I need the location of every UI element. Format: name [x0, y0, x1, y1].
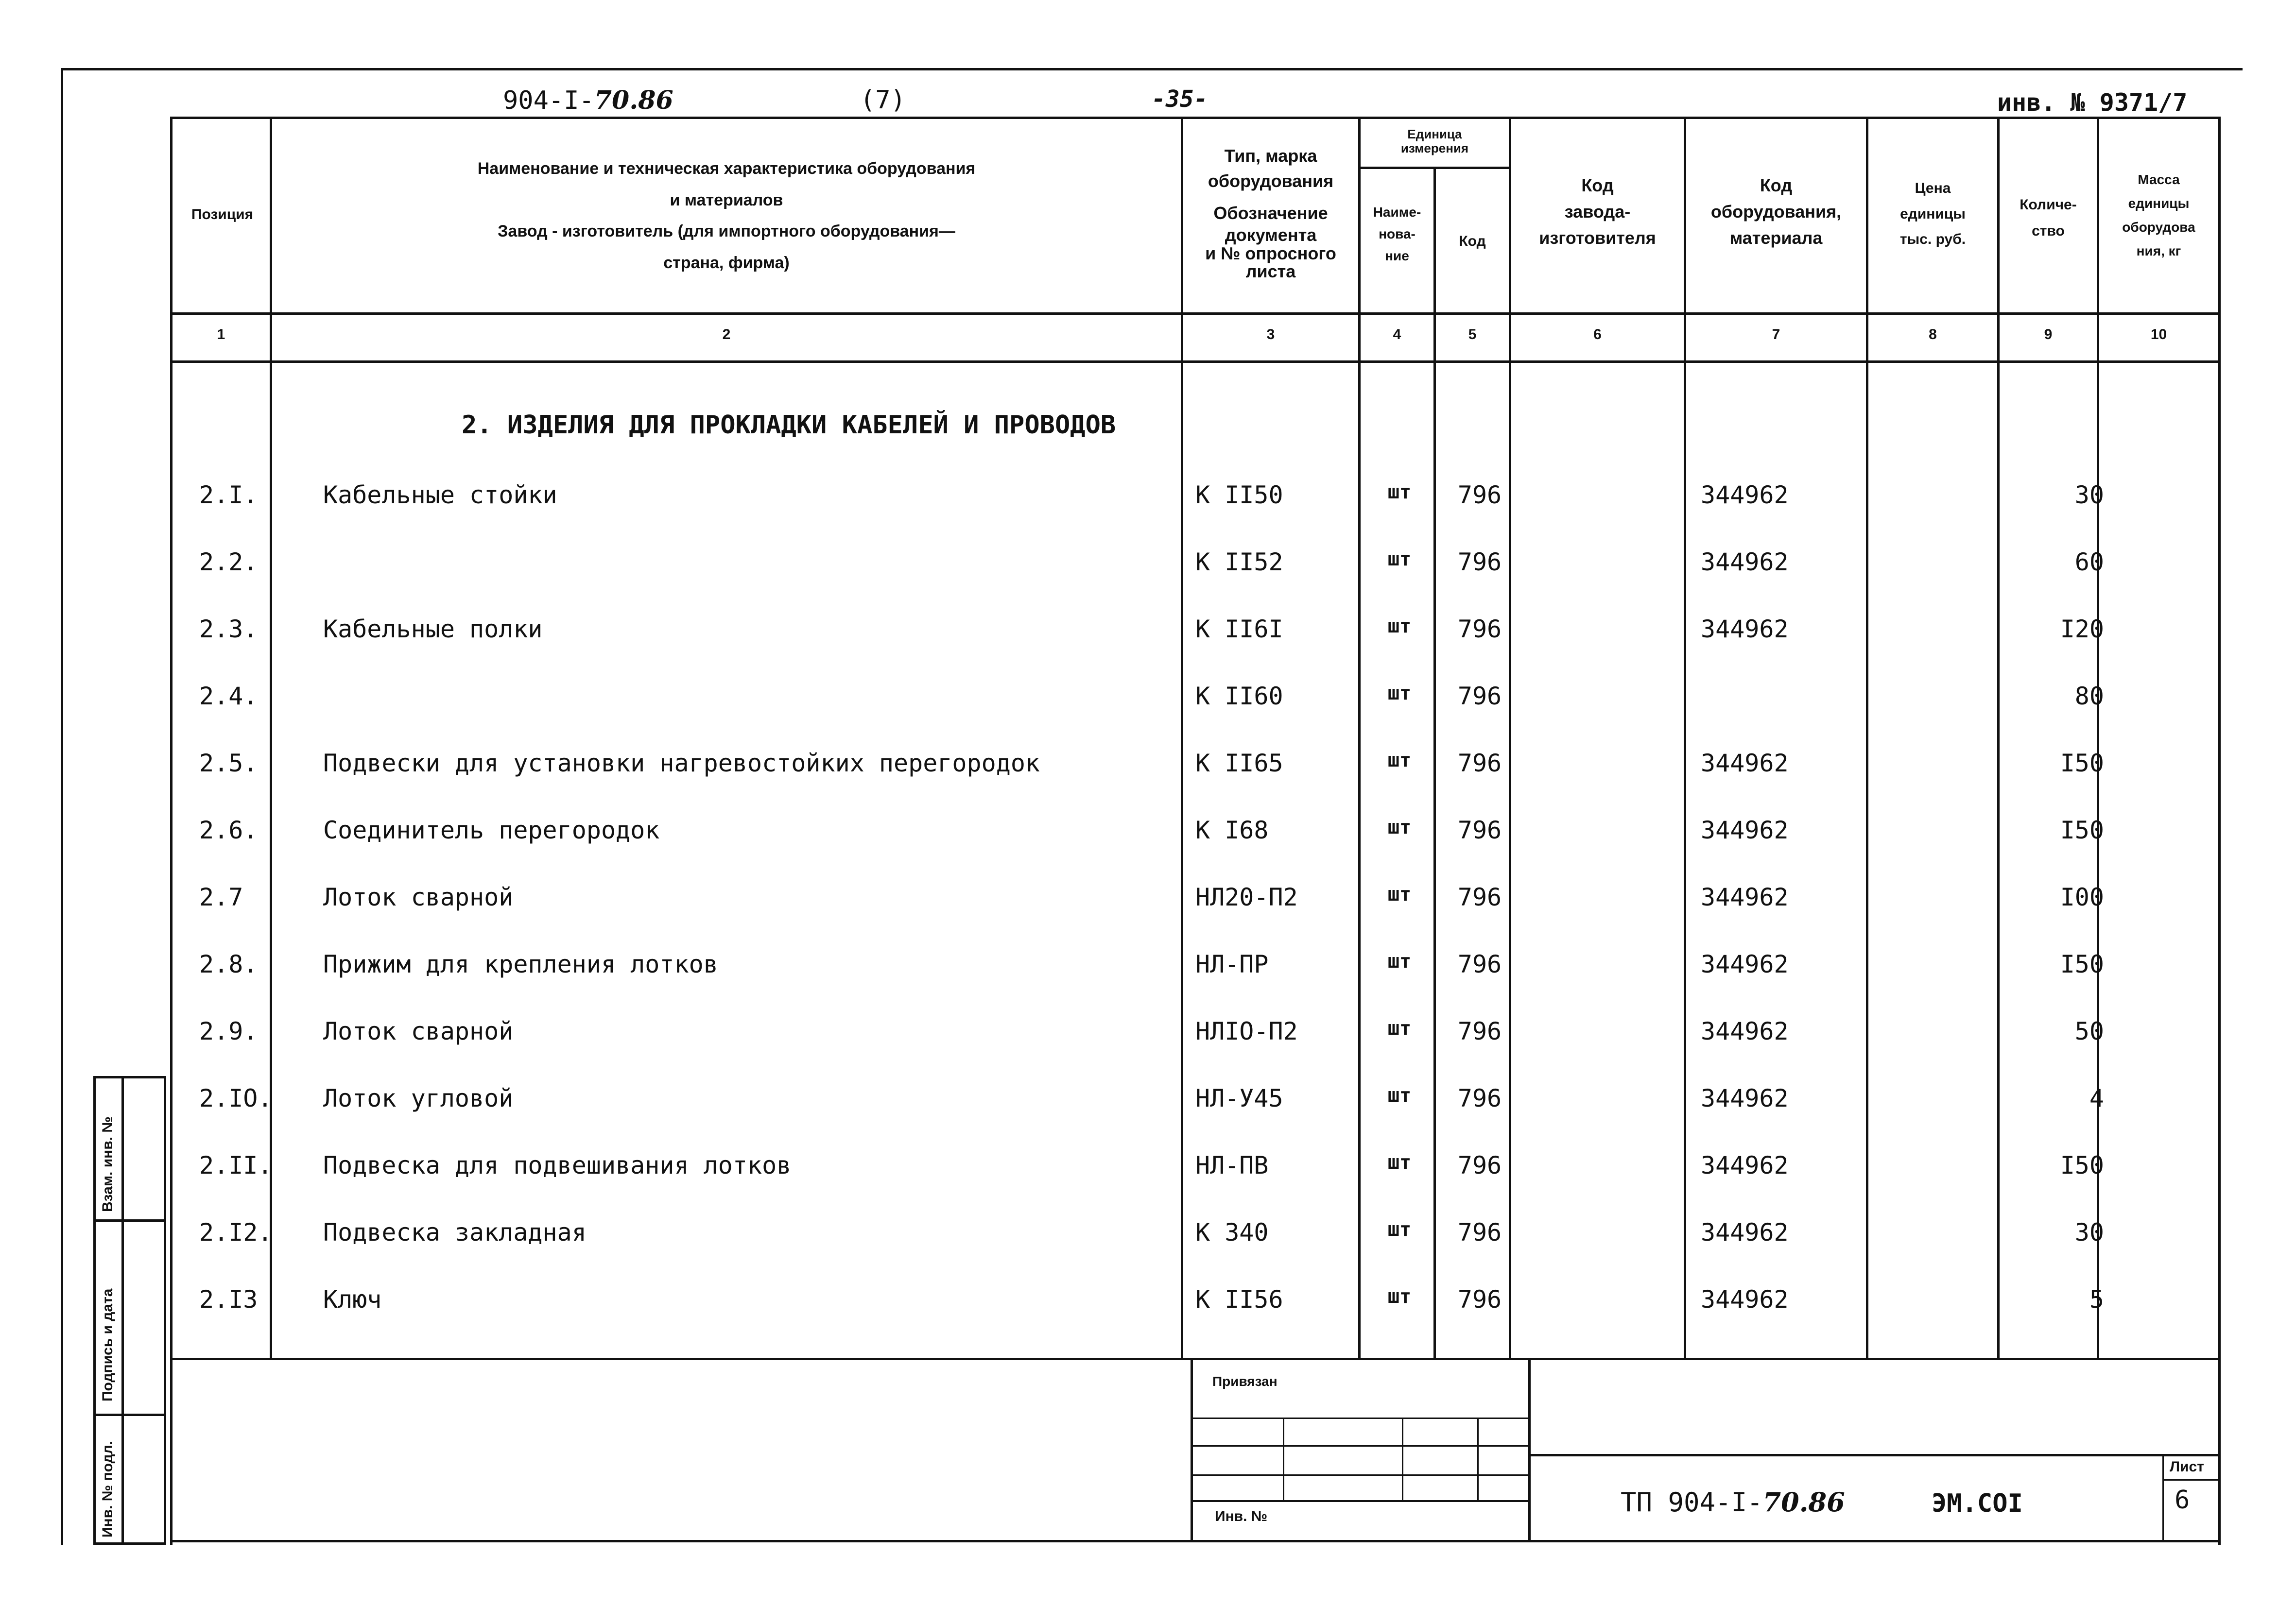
- inventory-number: инв. № 9371/7: [1997, 88, 2188, 117]
- cell-mcode: 344962: [1701, 950, 1789, 978]
- cell-qty: I50: [2060, 749, 2104, 777]
- header-type: Тип, марка оборудования Обозначение документа и № опросного листа: [1205, 146, 1336, 282]
- frame-left-line: [61, 68, 63, 1545]
- cell-unit: шт: [1387, 883, 1412, 906]
- cell-type: НЛ-ПР: [1195, 950, 1269, 978]
- footer-bound-label: Привязан: [1212, 1374, 1277, 1389]
- cell-unit: шт: [1387, 950, 1412, 973]
- cell-type: К II65: [1195, 749, 1283, 777]
- cell-ucode: 796: [1457, 682, 1502, 710]
- sheet-label: Лист: [2170, 1459, 2204, 1475]
- cell-ucode: 796: [1457, 950, 1502, 978]
- cell-unit: шт: [1387, 481, 1412, 503]
- cell-ucode: 796: [1457, 1151, 1502, 1179]
- cell-pos: 2.4.: [199, 682, 258, 710]
- header-mass: Масса единицы оборудова ния, кг: [2122, 172, 2195, 258]
- table-right-border: [2218, 117, 2221, 1545]
- frame-top-line: [61, 68, 2243, 70]
- cell-pos: 2.7: [199, 883, 243, 911]
- side-stamp-line: [93, 1414, 166, 1416]
- cell-name: Кабельные стойки: [323, 481, 557, 509]
- cell-ucode: 796: [1457, 883, 1502, 911]
- footer-grid-line: [1193, 1500, 1528, 1502]
- footer-grid-col: [1283, 1418, 1284, 1500]
- header-unit-name: Наиме- нова- ние: [1373, 205, 1421, 263]
- footer-inv-label: Инв. №: [1215, 1508, 1268, 1524]
- col-number: 3: [1266, 326, 1275, 342]
- cell-pos: 2.I.: [199, 481, 258, 509]
- cell-type: К II60: [1195, 682, 1283, 710]
- cell-ucode: 796: [1457, 1084, 1502, 1112]
- cell-mcode: 344962: [1701, 883, 1789, 911]
- cell-pos: 2.8.: [199, 950, 258, 978]
- col-divider-7: [1866, 117, 1868, 1360]
- footer-divider-right: [1528, 1360, 1531, 1540]
- colnum-bottom-line: [173, 360, 2221, 363]
- sheet-number: 6: [2175, 1486, 2190, 1515]
- col-number: 8: [1929, 326, 1937, 342]
- col-divider-5: [1509, 117, 1511, 1360]
- cell-unit: шт: [1387, 1218, 1412, 1241]
- cell-name: Подвеска для подвешивания лотков: [323, 1151, 792, 1179]
- cell-unit: шт: [1387, 1017, 1412, 1040]
- cell-type: К I68: [1195, 816, 1269, 844]
- cell-pos: 2.I2.: [199, 1218, 273, 1247]
- cell-name: Подвеска закладная: [323, 1218, 587, 1247]
- col-divider-3: [1358, 117, 1361, 1360]
- cell-unit: шт: [1387, 1084, 1412, 1107]
- section-title: 2. ИЗДЕЛИЯ ДЛЯ ПРОКЛАДКИ КАБЕЛЕЙ И ПРОВОДОВ: [462, 410, 1116, 440]
- col-divider-2: [1181, 117, 1183, 1360]
- col-number: 1: [217, 326, 225, 342]
- cell-unit: шт: [1387, 548, 1412, 570]
- cell-mcode: 344962: [1701, 548, 1789, 576]
- cell-mcode: 344962: [1701, 1084, 1789, 1112]
- cell-ucode: 796: [1457, 816, 1502, 844]
- page-marker: -35-: [1152, 85, 1208, 113]
- table-bottom-border: [173, 1540, 2221, 1542]
- col-number: 2: [722, 326, 731, 342]
- cell-qty: 5: [2089, 1285, 2104, 1314]
- cell-pos: 2.2.: [199, 548, 258, 576]
- cell-name: Кабельные полки: [323, 615, 543, 643]
- cell-ucode: 796: [1457, 749, 1502, 777]
- cell-type: К 340: [1195, 1218, 1269, 1247]
- side-field-original-inv: Инв. № подл.: [100, 1440, 116, 1538]
- cell-unit: шт: [1387, 1285, 1412, 1308]
- top-doc-code: 904-I-70.86: [503, 85, 673, 115]
- header-unit-code: Код: [1459, 233, 1486, 249]
- cell-qty: 60: [2074, 548, 2104, 576]
- cell-ucode: 796: [1457, 548, 1502, 576]
- cell-name: Ключ: [323, 1285, 382, 1314]
- header-bottom-line: [173, 312, 2221, 315]
- cell-qty: 30: [2074, 481, 2104, 509]
- cell-mcode: 344962: [1701, 816, 1789, 844]
- cell-unit: шт: [1387, 749, 1412, 771]
- header-plant-code: Код завода- изготовителя: [1539, 175, 1656, 248]
- cell-name: Прижим для крепления лотков: [323, 950, 718, 978]
- footer-divider-left: [1191, 1360, 1193, 1540]
- cell-type: К II56: [1195, 1285, 1283, 1314]
- cell-type: НЛ20-П2: [1195, 883, 1298, 911]
- cell-qty: I20: [2060, 615, 2104, 643]
- sheet-box-line: [2162, 1479, 2218, 1481]
- cell-name: Лоток сварной: [323, 1017, 514, 1045]
- footer-sheet-code: ЭМ.СОI: [1932, 1489, 2023, 1518]
- cell-qty: 30: [2074, 1218, 2104, 1247]
- cell-unit: шт: [1387, 615, 1412, 637]
- cell-unit: шт: [1387, 682, 1412, 704]
- col-number: 7: [1772, 326, 1780, 342]
- cell-type: К II50: [1195, 481, 1283, 509]
- cell-name: Подвески для установки нагревостойких перегородок: [323, 749, 1040, 777]
- cell-type: НЛ-У45: [1195, 1084, 1283, 1112]
- cell-type: НЛIO-П2: [1195, 1017, 1298, 1045]
- header-price: Цена единицы тыс. руб.: [1899, 180, 1966, 247]
- side-stamp-line: [93, 1219, 166, 1222]
- col-number: 4: [1393, 326, 1401, 342]
- side-stamp-divider: [121, 1076, 124, 1545]
- col-divider-4: [1433, 168, 1436, 1360]
- cell-type: К II6I: [1195, 615, 1283, 643]
- cell-mcode: 344962: [1701, 1151, 1789, 1179]
- table-top-border: [173, 117, 2221, 119]
- col-number: 10: [2150, 326, 2167, 342]
- cell-pos: 2.I3: [199, 1285, 258, 1314]
- cell-name: Лоток сварной: [323, 883, 514, 911]
- col-divider-6: [1684, 117, 1686, 1360]
- cell-pos: 2.3.: [199, 615, 258, 643]
- footer-grid-col: [1477, 1418, 1479, 1500]
- cell-qty: I00: [2060, 883, 2104, 911]
- cell-ucode: 796: [1457, 1017, 1502, 1045]
- cell-pos: 2.IO.: [199, 1084, 273, 1112]
- top-part-number: (7): [860, 85, 906, 115]
- cell-mcode: 344962: [1701, 749, 1789, 777]
- header-material-code: Код оборудования, материала: [1710, 175, 1842, 248]
- cell-qty: 50: [2074, 1017, 2104, 1045]
- header-quantity: Количе- ство: [2020, 197, 2077, 239]
- col-number: 6: [1593, 326, 1602, 342]
- cell-type: НЛ-ПВ: [1195, 1151, 1269, 1179]
- cell-mcode: 344962: [1701, 481, 1789, 509]
- col-number: 5: [1468, 326, 1477, 342]
- cell-pos: 2.6.: [199, 816, 258, 844]
- footer-doc-code: ТП 904-I-70.86: [1621, 1486, 1845, 1518]
- cell-name: Лоток угловой: [323, 1084, 514, 1112]
- cell-mcode: 344962: [1701, 615, 1789, 643]
- cell-mcode: 344962: [1701, 1218, 1789, 1247]
- cell-ucode: 796: [1457, 1218, 1502, 1247]
- sheet-box-divider: [2162, 1454, 2164, 1541]
- cell-qty: I50: [2060, 816, 2104, 844]
- cell-qty: 80: [2074, 682, 2104, 710]
- side-field-replace-inv: Взам. инв. №: [100, 1116, 116, 1212]
- cell-pos: 2.5.: [199, 749, 258, 777]
- col-divider-8: [1997, 117, 2000, 1360]
- cell-unit: шт: [1387, 1151, 1412, 1174]
- col-number: 9: [2044, 326, 2053, 342]
- cell-qty: I50: [2060, 1151, 2104, 1179]
- cell-type: К II52: [1195, 548, 1283, 576]
- cell-ucode: 796: [1457, 615, 1502, 643]
- cell-pos: 2.II.: [199, 1151, 273, 1179]
- cell-mcode: 344962: [1701, 1017, 1789, 1045]
- body-bottom-line: [173, 1358, 2221, 1360]
- cell-qty: 4: [2089, 1084, 2104, 1112]
- cell-pos: 2.9.: [199, 1017, 258, 1045]
- cell-qty: I50: [2060, 950, 2104, 978]
- cell-unit: шт: [1387, 816, 1412, 838]
- cell-ucode: 796: [1457, 1285, 1502, 1314]
- header-position: Позиция: [191, 206, 254, 222]
- title-block-line: [1531, 1454, 2218, 1456]
- side-field-signature-date: Подпись и дата: [100, 1288, 116, 1401]
- footer-grid-col: [1402, 1418, 1403, 1500]
- cell-ucode: 796: [1457, 481, 1502, 509]
- header-name: Наименование и техническая характеристика оборудования и материалов Завод - изготовитель (для импортного оборудования— страна, фирма): [477, 159, 976, 272]
- unit-group-line: [1361, 167, 1509, 169]
- cell-mcode: 344962: [1701, 1285, 1789, 1314]
- header-unit-group: Единица измерения: [1400, 127, 1469, 155]
- cell-name: Соединитель перегородок: [323, 816, 660, 844]
